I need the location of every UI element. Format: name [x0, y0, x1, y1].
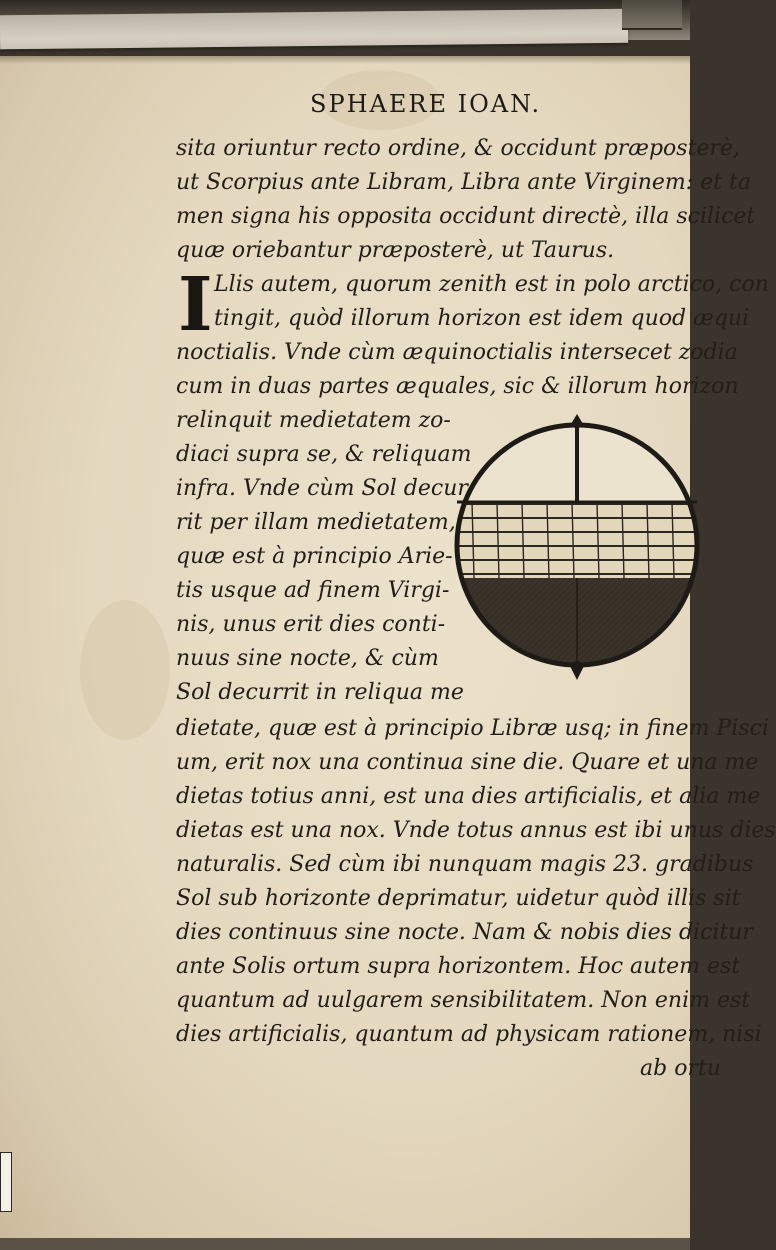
text-line: rit per illam medietatem,	[176, 510, 456, 535]
text-line: dietas est una nox. Vnde totus annus est ibi unus dies	[176, 818, 776, 843]
text-line: ab ortu	[640, 1056, 721, 1081]
text-line: relinquit medietatem zo-	[176, 408, 451, 433]
drop-capital: I	[178, 262, 213, 348]
text-line: Sol decurrit in reliqua me	[176, 680, 464, 705]
text-line: dies artificialis, quantum ad physicam rationem, nisi	[176, 1022, 762, 1047]
text-line: nuus sine nocte, & cùm	[176, 646, 439, 671]
text-line: sita oriuntur recto ordine, & occidunt præposterè,	[176, 136, 740, 161]
text-line: noctialis. Vnde cùm æquinoctialis intersecet zodia	[176, 340, 738, 365]
text-line: men signa his opposita occidunt directè, illa scilicet	[176, 204, 756, 229]
horizon-band	[452, 502, 702, 578]
text-line: quæ oriebantur præposterè, ut Taurus.	[176, 238, 615, 263]
text-line: quantum ad uulgarem sensibilitatem. Non enim est	[176, 988, 751, 1013]
text-line: um, erit nox una continua sine die. Quare et una me	[176, 750, 759, 775]
text-line: ut Scorpius ante Libram, Libra ante Virginem: et ta	[176, 170, 752, 195]
text-line: Llis autem, quorum zenith est in polo arctico, con	[214, 272, 769, 297]
text-line: tis usque ad finem Virgi-	[176, 578, 450, 603]
text-line: dies continuus sine nocte. Nam & nobis dies dicitur	[176, 920, 753, 945]
running-title: SPHAERE IOAN.	[310, 90, 542, 118]
text-line: dietate, quæ est à principio Libræ usq; in finem Pisci	[176, 716, 769, 741]
text-line: cum in duas partes æquales, sic & illorum horizon	[176, 374, 739, 399]
text-line: dietas totius anni, est una dies artificialis, et alia me	[176, 784, 761, 809]
text-line: diaci supra se, & reliquam	[176, 442, 472, 467]
text-line: quæ est à principio Arie-	[176, 544, 453, 569]
armillary-sphere-illustration	[452, 410, 702, 680]
text-line: nis, unus erit dies conti-	[176, 612, 446, 637]
text-line: Sol sub horizonte deprimatur, uidetur quòd illis sit	[176, 886, 741, 911]
text-line: naturalis. Sed cùm ibi nunquam magis 23. gradibus	[176, 852, 754, 877]
text-line: infra. Vnde cùm Sol decur	[176, 476, 468, 501]
text-line: ante Solis ortum supra horizontem. Hoc autem est	[176, 954, 741, 979]
text-line: tingit, quòd illorum horizon est idem quod æqui	[214, 306, 750, 331]
